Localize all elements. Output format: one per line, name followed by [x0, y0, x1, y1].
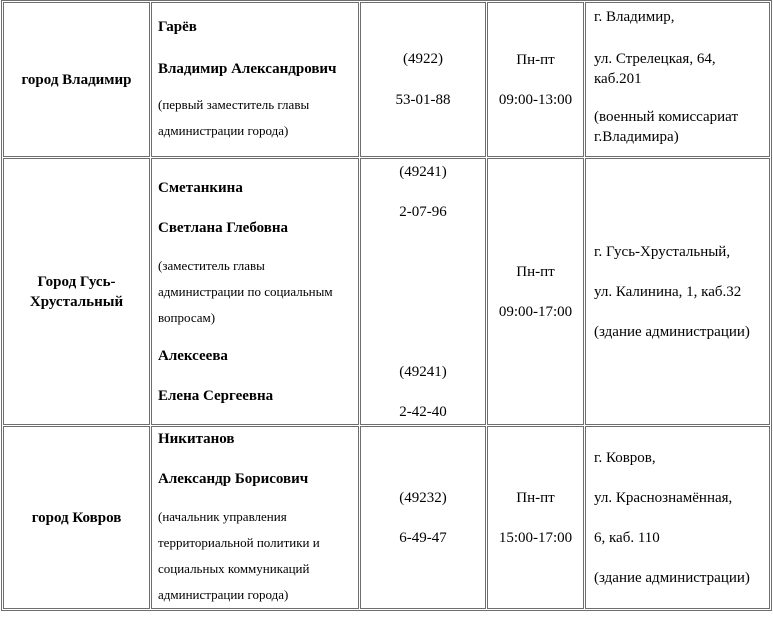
person-given-names: Елена Сергеевна	[158, 387, 274, 404]
address-line: (здание администрации)	[594, 569, 750, 586]
address-line: г. Владимир,	[594, 9, 675, 25]
reception-hours: 09:00-17:00	[498, 303, 573, 320]
address-cell	[585, 2, 770, 157]
reception-days: Пн-пт	[516, 51, 555, 68]
address-line: 6, каб. 110	[594, 529, 660, 546]
phone-cell	[360, 2, 486, 157]
person-cell	[151, 158, 359, 425]
person-role-line: вопросам)	[158, 309, 216, 325]
person-given-names: Александр Борисович	[158, 470, 309, 487]
person-given-names: Владимир Александрович	[158, 60, 337, 77]
address-line: г. Гусь-Хрустальный,	[594, 243, 731, 260]
reception-hours: 09:00-13:00	[498, 91, 573, 108]
address-line: ул. Краснознамённая,	[594, 489, 733, 506]
person-surname: Гарёв	[158, 18, 197, 35]
person-surname: Алексеева	[158, 347, 228, 364]
person-role-line: администрации по социальным	[158, 283, 333, 299]
address-line: (здание администрации)	[594, 323, 750, 340]
city-name: Город Гусь-	[37, 273, 116, 290]
person-cell	[151, 2, 359, 157]
phone-cell	[360, 158, 486, 425]
hours-cell	[487, 426, 584, 609]
address-line: (военный комиссариат	[594, 109, 738, 125]
person-given-names: Светлана Глебовна	[158, 219, 288, 236]
table-row	[3, 426, 770, 609]
person-role-line: (первый заместитель главы	[158, 96, 310, 112]
reception-days: Пн-пт	[516, 263, 555, 280]
phone-code: (4922)	[403, 51, 443, 67]
city-name: Хрустальный	[29, 293, 124, 310]
person-role-line: администрации города)	[158, 122, 289, 138]
person-surname: Сметанкина	[158, 179, 243, 196]
city-name: город Владимир	[21, 71, 132, 88]
person-role-line: территориальной политики и	[158, 534, 320, 550]
address-cell	[585, 426, 770, 609]
table-row	[3, 2, 770, 157]
city-cell	[3, 2, 150, 157]
table-row	[3, 158, 770, 425]
address-line: г.Владимира)	[594, 129, 679, 145]
phone-cell	[360, 426, 486, 609]
hours-cell	[487, 158, 584, 425]
phone-code: (49241)	[399, 364, 447, 380]
reception-hours: 15:00-17:00	[498, 529, 573, 546]
person-role-line: социальных коммуникаций	[158, 560, 310, 576]
phone-number: 2-42-40	[399, 404, 447, 420]
city-cell	[3, 158, 150, 425]
address-line: каб.201	[594, 71, 642, 87]
person-surname: Никитанов	[158, 430, 235, 447]
person-role-line: администрации города)	[158, 586, 289, 602]
person-role-line: (заместитель главы	[158, 257, 265, 273]
reception-days: Пн-пт	[516, 489, 555, 506]
phone-number: 6-49-47	[399, 529, 447, 546]
phone-number: 53-01-88	[395, 92, 451, 108]
address-line: ул. Калинина, 1, каб.32	[594, 283, 742, 300]
city-name: город Ковров	[31, 509, 122, 526]
city-cell	[3, 426, 150, 609]
phone-code: (49232)	[399, 489, 447, 506]
phone-number: 2-07-96	[399, 204, 447, 220]
address-line: г. Ковров,	[594, 449, 656, 466]
hours-cell	[487, 2, 584, 157]
person-cell	[151, 426, 359, 609]
person-role-line: (начальник управления	[158, 508, 287, 524]
reception-schedule-table	[1, 0, 772, 611]
address-line: ул. Стрелецкая, 64,	[594, 51, 716, 67]
address-cell	[585, 158, 770, 425]
phone-code: (49241)	[399, 164, 447, 180]
